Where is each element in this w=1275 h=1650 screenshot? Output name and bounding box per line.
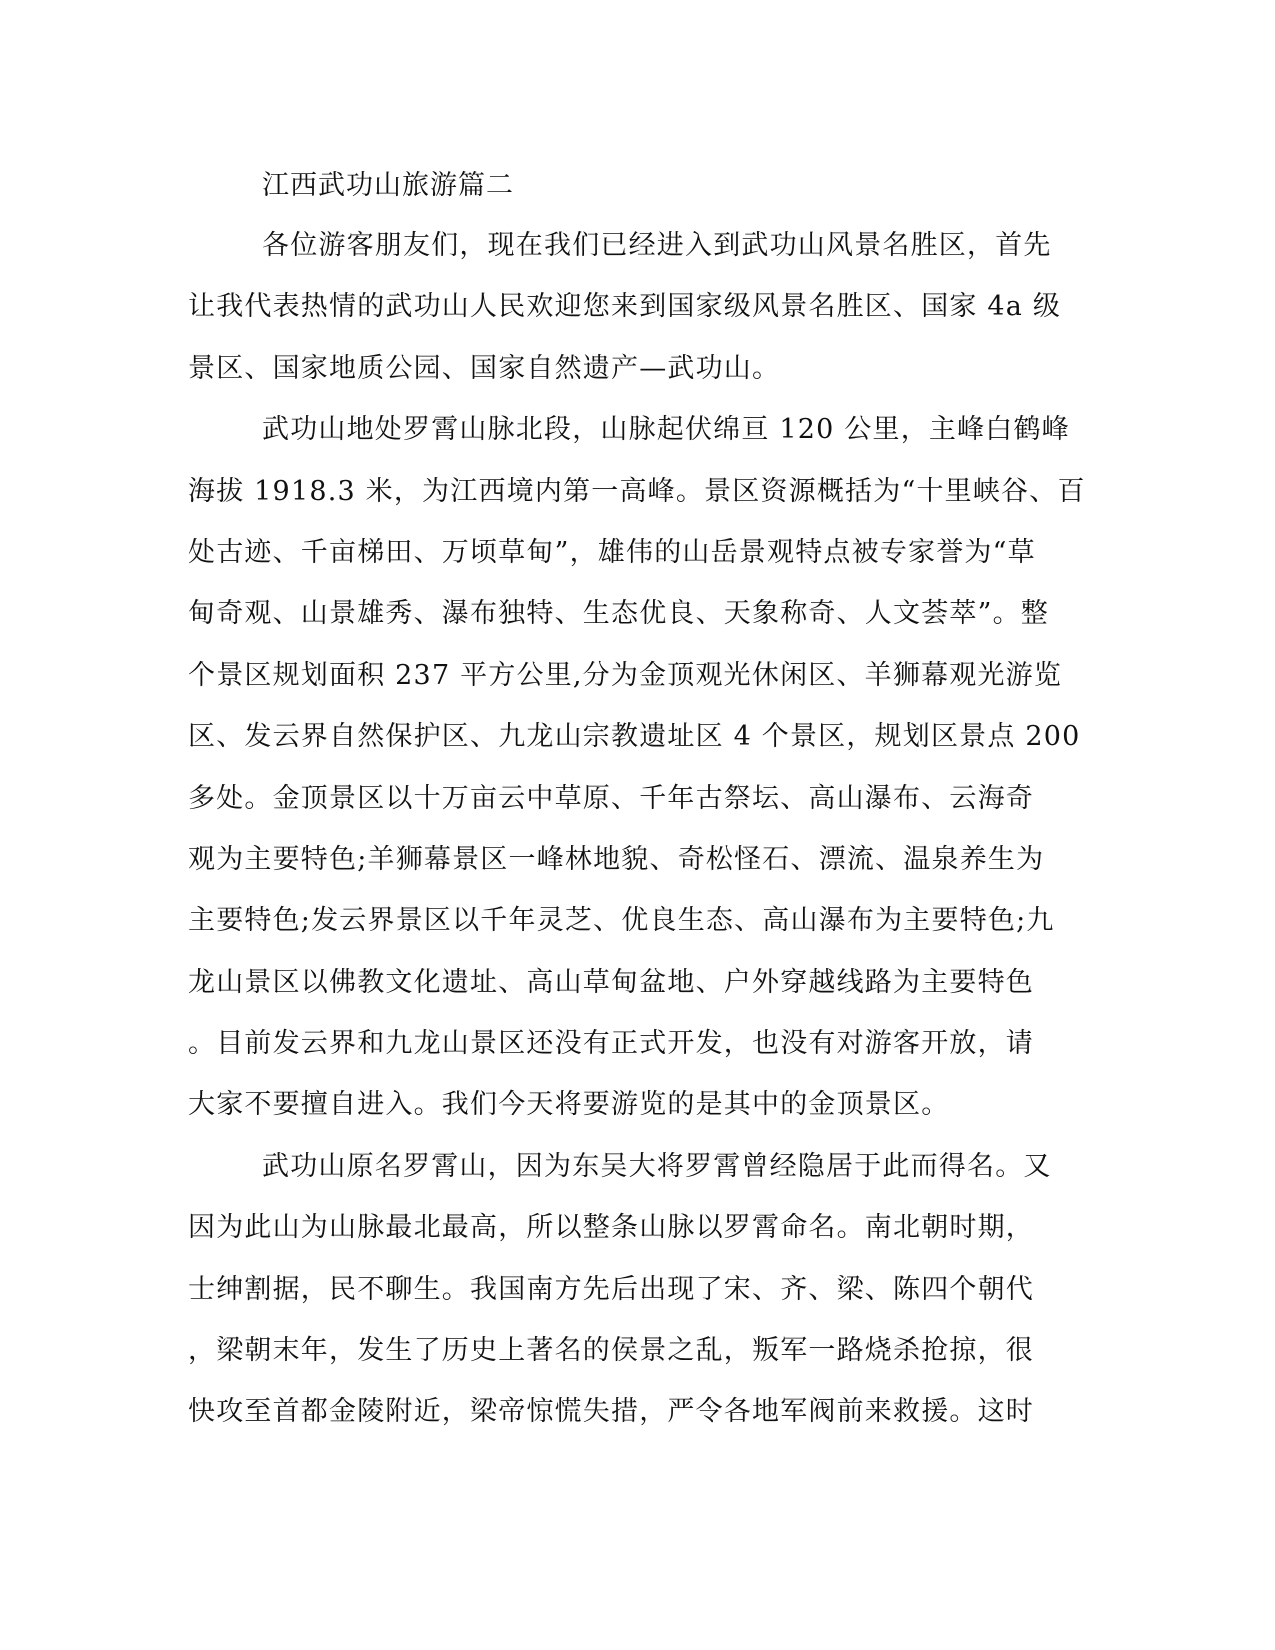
text-line: 甸奇观、山景雄秀、瀑布独特、生态优良、天象称奇、人文荟萃”。整	[188, 598, 1050, 630]
text-line: 士绅割据，民不聊生。我国南方先后出现了宋、齐、梁、陈四个朝代	[188, 1273, 1034, 1305]
text-line: 处古迹、千亩梯田、万顷草甸”，雄伟的山岳景观特点被专家誉为“草	[188, 536, 1036, 568]
text-line: 各位游客朋友们，现在我们已经进入到武功山风景名胜区，首先	[262, 230, 1052, 261]
text-line: 景区、国家地质公园、国家自然遗产—武功山。	[188, 352, 781, 384]
text-line: 观为主要特色;羊狮幕景区一峰林地貌、奇松怪石、漂流、温泉养生为	[188, 843, 1045, 875]
text-line: 大家不要擅自进入。我们今天将要游览的是其中的金顶景区。	[188, 1089, 950, 1121]
text-line: 。目前发云界和九龙山景区还没有正式开发，也没有对游客开放，请	[188, 1028, 1034, 1060]
document-title: 江西武功山旅游篇二	[262, 170, 514, 201]
text-line: 让我代表热情的武功山人民欢迎您来到国家级风景名胜区、国家 4a 级	[188, 291, 1062, 323]
text-line: 快攻至首都金陵附近，梁帝惊慌失措，严令各地军阀前来救援。这时	[188, 1396, 1034, 1428]
document-body	[188, 228, 1086, 1456]
text-line: 个景区规划面积 237 平方公里,分为金顶观光休闲区、羊狮幕观光游览	[188, 659, 1063, 691]
text-line: 龙山景区以佛教文化遗址、高山草甸盆地、户外穿越线路为主要特色	[188, 966, 1034, 998]
text-line: 多处。金顶景区以十万亩云中草原、千年古祭坛、高山瀑布、云海奇	[188, 782, 1034, 814]
text-line: 海拔 1918.3 米，为江西境内第一高峰。景区资源概括为“十里峡谷、百	[188, 475, 1086, 507]
text-line: ，梁朝末年，发生了历史上著名的侯景之乱，叛军一路烧杀抢掠，很	[188, 1335, 1034, 1367]
text-line: 区、发云界自然保护区、九龙山宗教遗址区 4 个景区，规划区景点 200	[188, 721, 1081, 753]
text-line: 武功山原名罗霄山，因为东吴大将罗霄曾经隐居于此而得名。又	[262, 1150, 1052, 1182]
text-line: 主要特色;发云界景区以千年灵芝、优良生态、高山瀑布为主要特色;九	[188, 905, 1055, 937]
text-line: 因为此山为山脉最北最高，所以整条山脉以罗霄命名。南北朝时期，	[188, 1212, 1034, 1244]
text-line: 武功山地处罗霄山脉北段，山脉起伏绵亘 120 公里，主峰白鹤峰	[262, 414, 1070, 446]
